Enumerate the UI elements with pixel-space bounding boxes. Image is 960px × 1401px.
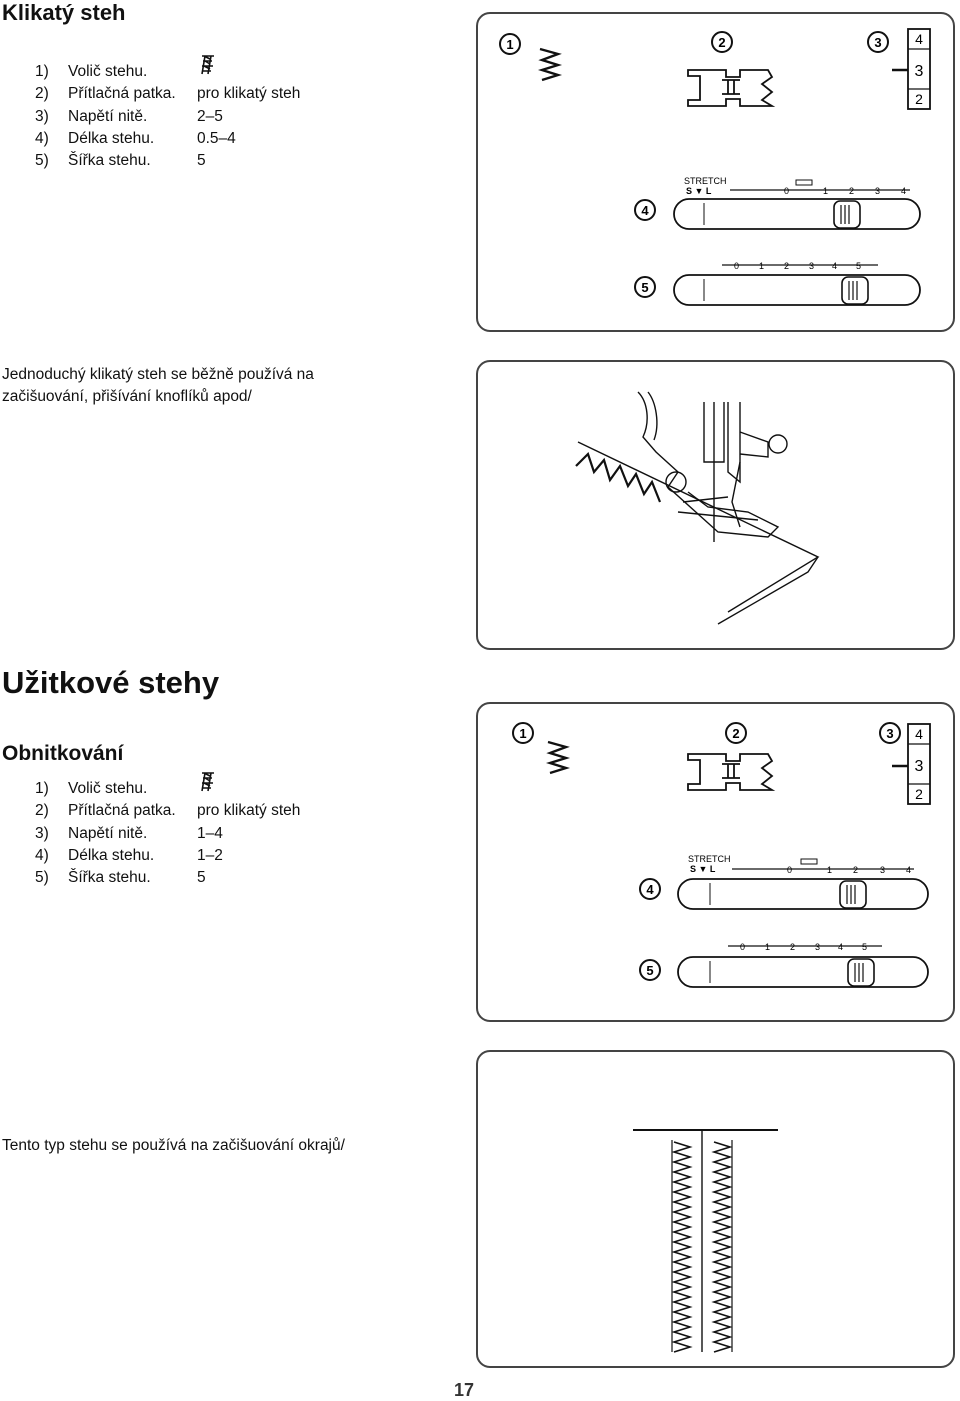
setting-label: Volič stehu. [68, 780, 148, 797]
setting-number: 2) [35, 802, 49, 820]
description-line: Jednoduchý klikatý steh se běžně používá na [2, 366, 314, 383]
setting-row [0, 867, 460, 889]
tension-number: 2 [915, 91, 923, 107]
width-tick-label: 1 [765, 942, 771, 952]
settings-diagram-panel [476, 702, 955, 1022]
setting-number: 2) [35, 85, 49, 103]
overcast-stitch-illustration [478, 1052, 952, 1365]
tension-number: 4 [915, 726, 923, 742]
callout-number: 5 [641, 280, 649, 295]
length-tick-label: 4 [906, 865, 912, 875]
setting-value: 1–4 [197, 824, 223, 842]
overcast-illustration-panel [476, 1050, 955, 1368]
presser-foot-icon [688, 754, 772, 790]
callout-number: 2 [732, 726, 740, 741]
callout-number: 2 [718, 35, 726, 50]
setting-row [0, 61, 460, 83]
length-tick-label: 2 [849, 186, 855, 196]
width-tick-label: 5 [856, 261, 862, 271]
length-tick-label: 3 [880, 865, 886, 875]
description-zigzag [2, 364, 314, 408]
tension-dial-icon [892, 29, 930, 109]
setting-number: 3) [35, 107, 49, 125]
zigzag-seam-left [674, 1142, 690, 1352]
setting-row [0, 778, 460, 800]
stitch-width-dial [678, 942, 928, 987]
zigzag-sewing-illustration [478, 362, 952, 647]
settings-diagram [478, 704, 952, 1019]
setting-row [0, 823, 460, 845]
tension-number: 3 [914, 63, 924, 80]
settings-list-zigzag [0, 61, 460, 172]
setting-value: pro klikatý steh [197, 85, 301, 103]
length-tick-label: 0 [784, 186, 790, 196]
callout-number: 4 [646, 882, 654, 897]
section-title-utility: Užitkové stehy [2, 665, 220, 700]
setting-label: Napětí nitě. [68, 107, 148, 125]
stretch-label: STRETCH [684, 176, 727, 186]
callout-number: 3 [874, 35, 882, 50]
setting-value: 5 [197, 869, 206, 887]
width-tick-label: 4 [832, 261, 838, 271]
width-tick-label: 5 [862, 942, 868, 952]
setting-label: Šířka stehu. [68, 869, 151, 887]
stitch-length-dial [674, 176, 920, 229]
setting-number: 1) [35, 780, 49, 797]
setting-value: 2–5 [197, 107, 223, 125]
setting-number: 3) [35, 824, 49, 842]
stretch-label: STRETCH [688, 854, 731, 864]
setting-number: 5) [35, 152, 49, 170]
stretch-marks: S ▼ L [690, 864, 716, 874]
stitch-width-dial [674, 261, 920, 305]
stitch-length-dial [678, 854, 928, 909]
setting-label: Délka stehu. [68, 846, 155, 864]
length-tick-label: 1 [823, 186, 829, 196]
description-overcasting: Tento typ stehu se používá na začišuování okrajů/ [2, 1137, 345, 1154]
section-title-zigzag: Klikatý steh [2, 0, 126, 25]
setting-label: Přítlačná patka. [68, 85, 176, 103]
callout-number: 4 [641, 203, 649, 218]
callout-number: 1 [519, 726, 527, 741]
setting-label: Délka stehu. [68, 129, 155, 147]
description-line: začišuování, přišívání knoflíků apod/ [2, 388, 252, 405]
setting-value: 0.5–4 [197, 129, 236, 147]
width-tick-label: 2 [790, 942, 796, 952]
page-number: 17 [454, 1380, 475, 1400]
setting-value: pro klikatý steh [197, 802, 301, 820]
width-tick-label: 0 [740, 942, 746, 952]
callout-number: 5 [646, 963, 654, 978]
settings-list-overcasting [0, 778, 460, 889]
settings-diagram [478, 14, 952, 329]
zigzag-seam-right [714, 1142, 730, 1352]
zigzag-stitch-icon [540, 49, 558, 80]
settings-diagram-panel [476, 12, 955, 332]
width-tick-label: 0 [734, 261, 740, 271]
setting-label: Volič stehu. [68, 63, 148, 80]
callout-number: 1 [506, 37, 514, 52]
width-tick-label: 1 [759, 261, 765, 271]
setting-row [0, 106, 460, 128]
setting-row [0, 83, 460, 105]
setting-number: 1) [35, 63, 49, 80]
tension-dial-icon [892, 724, 930, 804]
setting-label: Napětí nitě. [68, 824, 148, 842]
setting-row [0, 845, 460, 867]
setting-number: 5) [35, 869, 49, 887]
zigzag-stitch-icon [548, 742, 566, 773]
setting-value: 1–2 [197, 846, 223, 864]
tension-number: 2 [915, 786, 923, 802]
tension-number: 4 [915, 31, 923, 47]
length-tick-label: 1 [827, 865, 833, 875]
setting-number: 4) [35, 129, 49, 147]
subsection-title-overcasting: Obnitkování [2, 742, 124, 765]
tension-number: 3 [914, 758, 924, 775]
callout-number: 3 [886, 726, 894, 741]
width-tick-label: 3 [809, 261, 815, 271]
length-tick-label: 2 [853, 865, 859, 875]
setting-value: 5 [197, 152, 206, 170]
sewing-illustration-panel [476, 360, 955, 650]
presser-foot-icon [688, 70, 772, 106]
width-tick-label: 3 [815, 942, 821, 952]
width-tick-label: 2 [784, 261, 790, 271]
length-tick-label: 0 [787, 865, 793, 875]
stretch-marks: S ▼ L [686, 186, 712, 196]
setting-label: Přítlačná patka. [68, 802, 176, 820]
setting-number: 4) [35, 846, 49, 864]
setting-row [0, 150, 460, 172]
width-tick-label: 4 [838, 942, 844, 952]
setting-row [0, 128, 460, 150]
length-tick-label: 4 [901, 186, 907, 196]
length-tick-label: 3 [875, 186, 881, 196]
setting-label: Šířka stehu. [68, 152, 151, 170]
setting-row [0, 800, 460, 822]
